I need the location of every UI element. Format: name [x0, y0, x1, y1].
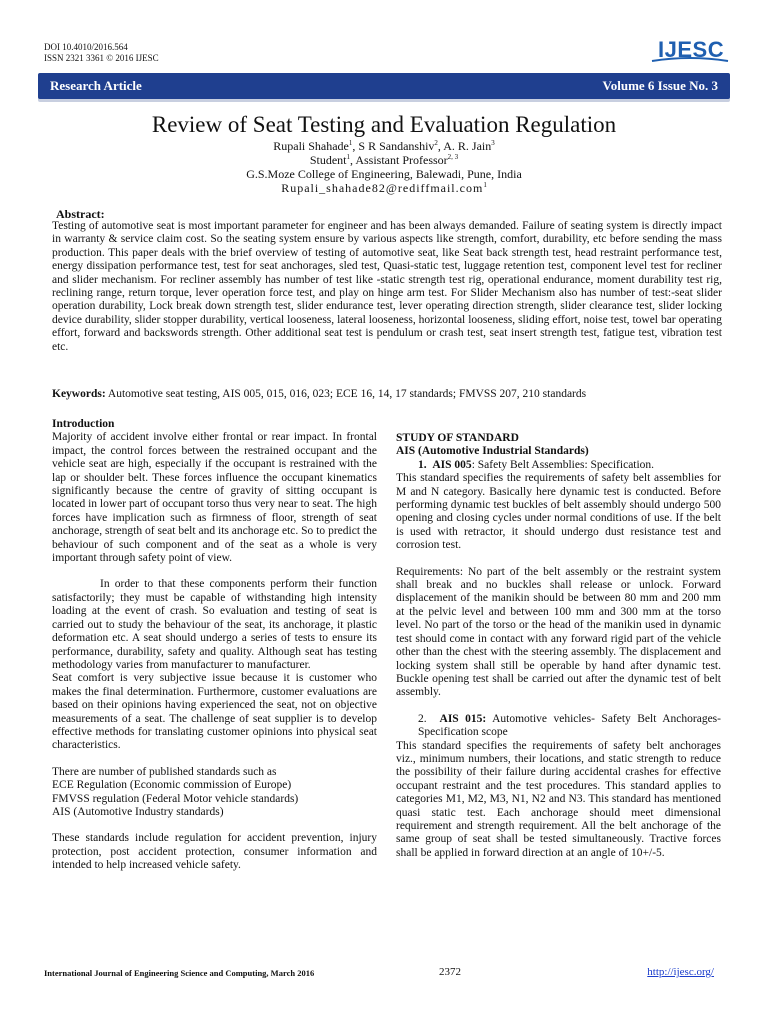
article-meta	[44, 42, 159, 64]
volume-issue: Volume 6 Issue No. 3	[602, 78, 718, 93]
section-heading: STUDY OF STANDARD	[396, 432, 519, 444]
standard-item: ECE Regulation (Economic commission of Europe)	[52, 779, 292, 792]
journal-logo	[650, 35, 730, 65]
abstract-heading: Abstract:	[56, 207, 105, 221]
standard-item: AIS (Automotive Industry standards)	[52, 805, 224, 818]
doi-text: DOI 10.4010/2016.564	[44, 42, 128, 52]
intro-paragraph-4: These standards include regulation for accident prevention, injury protection, post accident protection, consumer information and intended to help increased vehicle safety.	[52, 832, 377, 872]
intro-paragraph-3: Seat comfort is very subjective issue because it is customer who makes the final determination. Furthermore, customer evaluations are based on their opinions having experienced the seat, not on objective measurements of a seat. The challenge of seat supplier is to develop effective methods for translating customer opinions into physical seat characteristics.	[52, 672, 377, 752]
standard-item-2-heading: 2. AIS 015: Automotive vehicles- Safety Belt Anchorages- Specification scope	[418, 712, 721, 739]
logo-swoosh-icon	[650, 57, 730, 63]
left-column	[52, 418, 377, 873]
issn-text: ISSN 2321 3361 © 2016 IJESC	[44, 53, 159, 63]
page-number: 2372	[439, 966, 461, 978]
keywords-text: Automotive seat testing, AIS 005, 015, 016, 023; ECE 16, 14, 17 standards; FMVSS 207, 210 standards	[105, 388, 587, 400]
keywords	[52, 388, 722, 400]
paper-title: Review of Seat Testing and Evaluation Regulation	[151, 112, 617, 137]
standard-item: FMVSS regulation (Federal Motor vehicle standards)	[52, 792, 299, 805]
intro-paragraph-2: In order to that these components perform their function satisfactorily; they must be capable of withstanding high intensity loading at the event of crash. So evaluation and testing of seat is carried out to study the behaviour of the seat, its anchorage, it plastic deformation etc. A seat should undergo a series of tests to ensure its performance, durability, safety and quality. Although seat has testing methodology varies from manufacturer to manufacturer.	[52, 578, 377, 671]
intro-heading: Introduction	[52, 418, 115, 430]
article-banner	[38, 73, 730, 99]
email-line: Rupali_shahade82@rediffmail.com$^1$	[281, 181, 487, 195]
author-2: , S R Sandanshiv	[352, 139, 435, 153]
right-column	[396, 432, 721, 860]
roles-line: Student$^1$, Assistant Professor$^{2, 3}$	[309, 153, 459, 167]
standard-item-1-heading: 1. AIS 005: Safety Belt Assemblies: Specification.	[418, 458, 655, 471]
author-1: Rupali Shahade	[273, 139, 349, 153]
journal-link[interactable]: http://ijesc.org/	[647, 966, 714, 978]
author-line: Rupali Shahade$^1$, S R Sandanshiv$^2$, A. R. Jain$^3$	[273, 139, 495, 153]
standard-item-2-text: This standard specifies the requirements of safety belt anchorages viz., minimum numbers, their locations, and static strength to reduce the possibility of their failure during accidental crashes for effective occupant restraint and the test procedures. This standard applies to categories M1, M2, M3, N1, N2 and N3. This standard has mentioned quasi static test. Each anchorage should meet dimensional requirement and strength requirement. All the belt anchorage of the same group of seat shall be tested simultaneously. Tractive forces shall be applied in forward direction at an angle of 10+/-5.	[396, 739, 721, 859]
keywords-label: Keywords:	[52, 388, 106, 400]
article-type: Research Article	[50, 78, 142, 93]
standards-intro: There are number of published standards such as	[52, 765, 277, 778]
logo-text: IJESC	[658, 37, 725, 62]
author-email: Rupali_shahade82@rediffmail.com	[281, 181, 484, 195]
intro-paragraph-1: Majority of accident involve either frontal or rear impact. In frontal impact, the control forces between the restrained occupant and the vehicle seat are high, especially if the occupant is restrained with the lap or shoulder belt. These forces influence the occupant kinematics significantly because the centre of gravity of sitting occupant is located in lower part of occupant torso thus very near to seat. The high forces have implication such as firmness of floor, strength of seat anchorage, strength of seat belt and its anchorage etc. So to predict the behaviour of such component and of the seat as a whole is very important through safety point of view.	[52, 431, 377, 565]
footer-journal: International Journal of Engineering Science and Computing, March 2016	[44, 968, 315, 978]
standard-item-1-requirements: Requirements: No part of the belt assembly or the restraint system shall break and no buckles shall release or unlock. Forward displacement of the manikin should be between 80 mm and 200 mm at the pelvic level and between 100 mm and 300 mm at the torso level. No part of the torso or the head of the manikin used in dynamic test should come in contact with any forward rigid part of the vehicle other than the chest with the steering assembly. The displacement and locking system shall still be operable by hand after dynamic test. Buckle opening test shall be carried out after the dynamic test of belt assembly.	[396, 565, 721, 699]
standard-item-1-text: This standard specifies the requirements of safety belt assemblies for M and N category. Basically here dynamic test is conducted. Before performing dynamic test buckles of belt assembly should undergo 500 opening and closing cycles under normal conditions of use. If the belt is used with retractor, it should undergo dust resistance test and corrosion test.	[396, 472, 721, 552]
section-subheading: AIS (Automotive Industrial Standards)	[396, 445, 589, 458]
affiliation: G.S.Moze College of Engineering, Balewadi, Pune, India	[246, 167, 522, 181]
author-3: , A. R. Jain	[437, 139, 492, 153]
abstract-text: Testing of automotive seat is most important parameter for engineer and has been always demanded. Failure of seating system is directly impact in warranty & service claim cost. So the seating system ensure by various aspects like strength, comfort, durability, etc before sending the mass production. This paper deals with the brief overview of testing of automotive seat, like Seat back strength test, head restraint performance test, energy dissipation performance test, test for seat anchorages, sled test, Quasi-static test, luggage retention test, component level test for recliner and slider mechanism. For recliner assembly has number of test like -static strength test rig, operational endurance, moment durability test rig, reclining range, return torque, lever operation force test, and play on hinge arm test. For Slider Mechanism also has number of test:-seat slider operation durability, Lock break down strength test, slider endurance test, lever operating direction strength, slider clearance test, slider locking device durability, slider stopper durability, vertical looseness, lateral looseness, horizontal looseness, sliding effort, noise test, towel bar operating effort, forward and backswords strength. Other additional seat test is pendulum or crash test, seat insert strength test, fatigue test, vibration test etc.	[52, 220, 722, 353]
